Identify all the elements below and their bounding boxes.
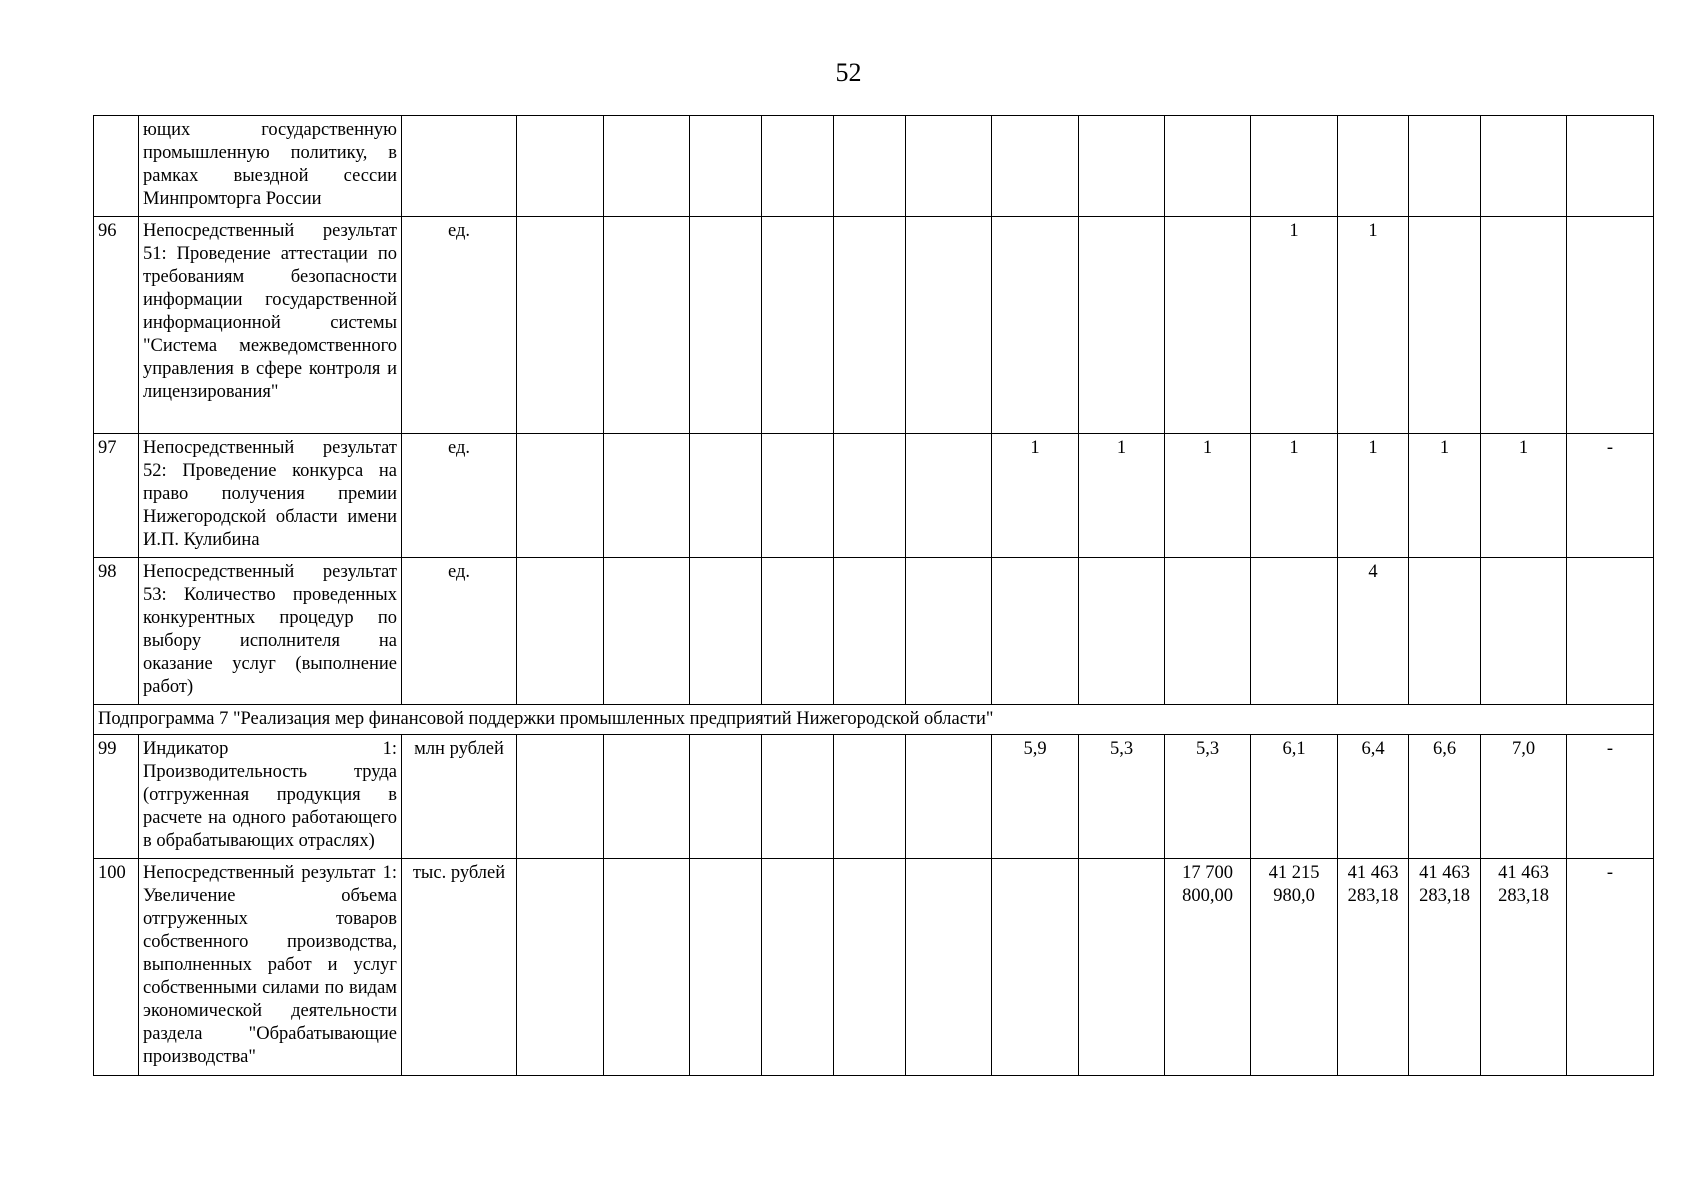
value-cell	[1481, 217, 1567, 434]
value-cell	[1567, 217, 1654, 434]
subprogram-row	[94, 705, 1654, 735]
value-cell	[992, 859, 1079, 1076]
value-cell	[834, 217, 906, 434]
value-cell: 6,4	[1338, 735, 1409, 859]
row-number-cell	[94, 116, 139, 217]
value-cell	[762, 558, 834, 705]
value-cell	[1409, 217, 1481, 434]
value-cell: 5,9	[992, 735, 1079, 859]
value-cell	[834, 735, 906, 859]
value-cell: 17 700 800,00	[1165, 859, 1251, 1076]
value-cell	[1251, 558, 1338, 705]
value-cell: 5,3	[1165, 735, 1251, 859]
value-cell: 6,6	[1409, 735, 1481, 859]
value-cell	[1079, 859, 1165, 1076]
value-cell: 41 463 283,18	[1481, 859, 1567, 1076]
table-row	[94, 434, 1654, 558]
value-cell	[517, 859, 604, 1076]
value-cell	[1079, 217, 1165, 434]
row-number: 99	[94, 735, 139, 859]
value-cell	[906, 859, 992, 1076]
value-cell	[690, 735, 762, 859]
row-unit: млн рублей	[402, 735, 517, 859]
value-cell: 1	[992, 434, 1079, 558]
value-cell: 1	[1079, 434, 1165, 558]
value-cell: 1	[1251, 434, 1338, 558]
value-cell	[604, 735, 690, 859]
value-cell: 5,3	[1079, 735, 1165, 859]
table-row	[94, 217, 1654, 434]
value-cell: 4	[1338, 558, 1409, 705]
row-unit: ед.	[402, 434, 517, 558]
table-row	[94, 116, 1654, 217]
value-cell: -	[1567, 735, 1654, 859]
value-cell	[906, 217, 992, 434]
value-cell	[906, 434, 992, 558]
value-cell	[834, 859, 906, 1076]
value-cell	[690, 217, 762, 434]
value-cell	[834, 434, 906, 558]
subprogram-title: Подпрограмма 7 "Реализация мер финансовой поддержки промышленных предприятий Нижегородской области"	[94, 705, 1654, 735]
value-cell: -	[1567, 859, 1654, 1076]
value-cell	[834, 558, 906, 705]
value-cell: -	[1567, 434, 1654, 558]
value-cell	[604, 558, 690, 705]
value-cell	[1409, 558, 1481, 705]
table-row	[94, 558, 1654, 705]
value-cell: 1	[1338, 217, 1409, 434]
row-description: Индикатор 1: Производительность труда (отгруженная продукция в расчете на одного работающего в обрабатывающих отраслях)	[139, 735, 402, 859]
value-cell	[992, 217, 1079, 434]
value-cell	[906, 558, 992, 705]
value-cell: 6,1	[1251, 735, 1338, 859]
value-cell	[762, 859, 834, 1076]
value-cell	[1165, 558, 1251, 705]
value-cell	[762, 434, 834, 558]
row-number: 97	[94, 434, 139, 558]
table-row	[94, 735, 1654, 859]
value-cell: 1	[1338, 434, 1409, 558]
row-number: 96	[94, 217, 139, 434]
value-cell	[517, 735, 604, 859]
table-row	[94, 859, 1654, 1076]
row-description: Непосредственный результат 51: Проведение аттестации по требованиям безопасности информации государственной информационной системы "Система межведомственного управления в сфере контроля и лицензирования"	[139, 217, 402, 434]
value-cell	[517, 558, 604, 705]
value-cell	[690, 434, 762, 558]
value-cell	[604, 217, 690, 434]
row-unit: ед.	[402, 558, 517, 705]
row-description: Непосредственный результат 1: Увеличение объема отгруженных товаров собственного производства, выполненных работ и услуг собственными силами по видам экономической деятельности раздела "Обрабатывающие производства"	[139, 859, 402, 1076]
page-number: 52	[835, 58, 862, 87]
value-cell	[604, 434, 690, 558]
value-cell	[762, 735, 834, 859]
value-cell	[517, 217, 604, 434]
row-description: Непосредственный результат 53: Количество проведенных конкурентных процедур по выбору исполнителя на оказание услуг (выполнение работ)	[139, 558, 402, 705]
value-cell: 41 215 980,0	[1251, 859, 1338, 1076]
value-cell	[1567, 558, 1654, 705]
row-unit: тыс. рублей	[402, 859, 517, 1076]
value-cell	[762, 217, 834, 434]
value-cell	[1079, 558, 1165, 705]
value-cell	[517, 434, 604, 558]
indicator-table	[93, 115, 1654, 1076]
row-description: ющих государственную промышленную политику, в рамках выездной сессии Минпромторга России	[139, 116, 402, 217]
value-cell	[1165, 217, 1251, 434]
row-unit: ед.	[402, 217, 517, 434]
row-description: Непосредственный результат 52: Проведение конкурса на право получения премии Нижегородской области имени И.П. Кулибина	[139, 434, 402, 558]
row-number: 100	[94, 859, 139, 1076]
value-cell	[906, 735, 992, 859]
value-cell	[1481, 558, 1567, 705]
value-cell: 1	[1165, 434, 1251, 558]
value-cell: 7,0	[1481, 735, 1567, 859]
value-cell: 1	[1481, 434, 1567, 558]
value-cell: 1	[1251, 217, 1338, 434]
value-cell	[604, 859, 690, 1076]
value-cell: 41 463 283,18	[1338, 859, 1409, 1076]
value-cell	[690, 859, 762, 1076]
row-number: 98	[94, 558, 139, 705]
value-cell	[992, 558, 1079, 705]
value-cell	[690, 558, 762, 705]
value-cell: 41 463 283,18	[1409, 859, 1481, 1076]
value-cell: 1	[1409, 434, 1481, 558]
